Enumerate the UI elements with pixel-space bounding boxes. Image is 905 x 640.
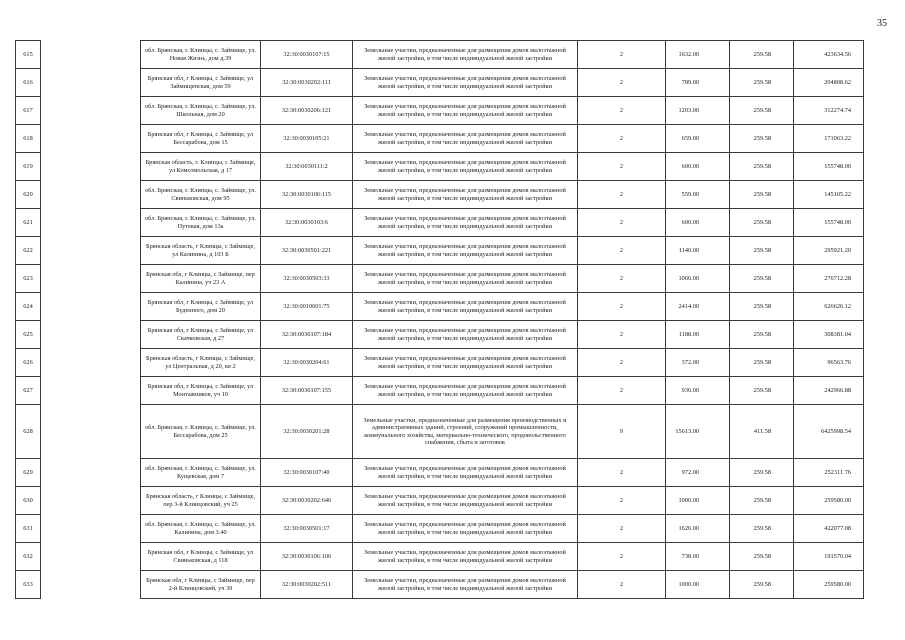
land-use-description-cell: Земельные участки, предназначенные для размещения домов малоэтажной жилой застройки, в том числе индивидуальной жилой застройки (353, 571, 578, 599)
category-cell: 2 (578, 321, 666, 349)
row-number: 629 (16, 459, 41, 487)
area-cell: 372.00 (666, 349, 730, 377)
area-cell: 1140.00 (666, 237, 730, 265)
blank-cell (41, 125, 141, 153)
row-number: 620 (16, 181, 41, 209)
area-cell: 15613.00 (666, 405, 730, 459)
price-cell: 259.58 (730, 69, 794, 97)
total-value-cell: 423634.56 (794, 41, 864, 69)
address-cell: Брянская область, г Клинцы, с Займище, пер 3-й Клинцовский, уч 25 (141, 487, 261, 515)
land-table-container (15, 40, 863, 599)
table-row (16, 377, 864, 405)
category-cell: 2 (578, 69, 666, 97)
table-body (16, 41, 864, 599)
cadastral-number-cell: 32:30:0030202:646 (261, 487, 353, 515)
total-value-cell: 308381.04 (794, 321, 864, 349)
total-value-cell: 155748.00 (794, 153, 864, 181)
category-cell: 2 (578, 515, 666, 543)
cadastral-number-cell: 32:30:0030103:6 (261, 209, 353, 237)
total-value-cell: 422077.08 (794, 515, 864, 543)
total-value-cell: 259580.00 (794, 571, 864, 599)
price-cell: 411.58 (730, 405, 794, 459)
row-number: 618 (16, 125, 41, 153)
cadastral-number-cell: 32:30:0030107:155 (261, 377, 353, 405)
table-row (16, 487, 864, 515)
table-row (16, 405, 864, 459)
price-cell: 259.58 (730, 209, 794, 237)
blank-cell (41, 153, 141, 181)
total-value-cell: 96563.76 (794, 349, 864, 377)
area-cell: 659.00 (666, 125, 730, 153)
total-value-cell: 312274.74 (794, 97, 864, 125)
row-number: 624 (16, 293, 41, 321)
blank-cell (41, 181, 141, 209)
land-use-description-cell: Земельные участки, предназначенные для размещения домов малоэтажной жилой застройки, в том числе индивидуальной жилой застройки (353, 487, 578, 515)
cadastral-number-cell: 32:30:0030501:17 (261, 515, 353, 543)
category-cell: 9 (578, 405, 666, 459)
land-use-description-cell: Земельные участки, предназначенные для размещения домов малоэтажной жилой застройки, в том числе индивидуальной жилой застройки (353, 209, 578, 237)
area-cell: 600.00 (666, 209, 730, 237)
land-use-description-cell: Земельные участки, предназначенные для размещения домов малоэтажной жилой застройки, в том числе индивидуальной жилой застройки (353, 321, 578, 349)
area-cell: 789.00 (666, 69, 730, 97)
cadastral-number-cell: 32:30:0030202:511 (261, 571, 353, 599)
area-cell: 1188.00 (666, 321, 730, 349)
address-cell: Брянская обл, г Клинцы, с Займище, ул Буденного, дом 20 (141, 293, 261, 321)
cadastral-number-cell: 32:30:0030111:2 (261, 153, 353, 181)
price-cell: 259.58 (730, 181, 794, 209)
area-cell: 1203.00 (666, 97, 730, 125)
address-cell: Брянская обл, г Клинцы, с Займище, ул Скачковская, д 27 (141, 321, 261, 349)
row-number: 631 (16, 515, 41, 543)
cadastral-number-cell: 32:30:0030107:40 (261, 459, 353, 487)
total-value-cell: 155748.00 (794, 209, 864, 237)
cadastral-number-cell: 32:30:0030106:106 (261, 543, 353, 571)
land-use-description-cell: Земельные участки, предназначенные для размещения домов малоэтажной жилой застройки, в том числе индивидуальной жилой застройки (353, 349, 578, 377)
table-row (16, 265, 864, 293)
total-value-cell: 626626.12 (794, 293, 864, 321)
table-row (16, 209, 864, 237)
blank-cell (41, 543, 141, 571)
price-cell: 259.58 (730, 543, 794, 571)
land-use-description-cell: Земельные участки, предназначенные для размещения домов малоэтажной жилой застройки, в том числе индивидуальной жилой застройки (353, 153, 578, 181)
area-cell: 1000.00 (666, 571, 730, 599)
row-number: 621 (16, 209, 41, 237)
table-row (16, 515, 864, 543)
area-cell: 1066.00 (666, 265, 730, 293)
address-cell: обл. Брянская, г. Клинцы, с. Займище, ул. Кущевская, дом 7 (141, 459, 261, 487)
land-use-description-cell: Земельные участки, предназначенные для размещения домов малоэтажной жилой застройки, в том числе индивидуальной жилой застройки (353, 97, 578, 125)
table-row (16, 459, 864, 487)
category-cell: 2 (578, 97, 666, 125)
row-number: 633 (16, 571, 41, 599)
area-cell: 1626.00 (666, 515, 730, 543)
land-plots-table (15, 40, 864, 599)
row-number: 615 (16, 41, 41, 69)
address-cell: Брянская область, г Клинцы, с Займище, ул Калинина, д 103 Б (141, 237, 261, 265)
cadastral-number-cell: 32:30:0010601:75 (261, 293, 353, 321)
table-row (16, 237, 864, 265)
category-cell: 2 (578, 209, 666, 237)
category-cell: 2 (578, 41, 666, 69)
total-value-cell: 171063.22 (794, 125, 864, 153)
cadastral-number-cell: 32:30:0030503:33 (261, 265, 353, 293)
address-cell: Брянская обл, г Клинцы, с Займище, ул Займищенская, дом 59 (141, 69, 261, 97)
address-cell: обл. Брянская, г. Клинцы, с. Займище, ул. Новая Жизнь, дом д.39 (141, 41, 261, 69)
cadastral-number-cell: 32:30:0030206:121 (261, 97, 353, 125)
cadastral-number-cell: 32:30:0030107:15 (261, 41, 353, 69)
price-cell: 259.58 (730, 265, 794, 293)
price-cell: 259.58 (730, 41, 794, 69)
land-use-description-cell: Земельные участки, предназначенные для размещения домов малоэтажной жилой застройки, в том числе индивидуальной жилой застройки (353, 377, 578, 405)
total-value-cell: 145105.22 (794, 181, 864, 209)
category-cell: 2 (578, 349, 666, 377)
table-row (16, 181, 864, 209)
total-value-cell: 242966.88 (794, 377, 864, 405)
cadastral-number-cell: 32:30:0030106:115 (261, 181, 353, 209)
total-value-cell: 295921.20 (794, 237, 864, 265)
blank-cell (41, 97, 141, 125)
row-number: 622 (16, 237, 41, 265)
total-value-cell: 252311.76 (794, 459, 864, 487)
table-row (16, 543, 864, 571)
land-use-description-cell: Земельные участки, предназначенные для размещения домов малоэтажной жилой застройки, в том числе индивидуальной жилой застройки (353, 41, 578, 69)
total-value-cell: 204808.62 (794, 69, 864, 97)
row-number: 627 (16, 377, 41, 405)
row-number: 619 (16, 153, 41, 181)
category-cell: 2 (578, 377, 666, 405)
cadastral-number-cell: 32:30:0030501:221 (261, 237, 353, 265)
price-cell: 259.58 (730, 237, 794, 265)
area-cell: 972.00 (666, 459, 730, 487)
address-cell: обл. Брянская, г. Клинцы, с. Займище, ул. Путевая, дом 13а (141, 209, 261, 237)
page-number: 35 (877, 18, 887, 29)
land-use-description-cell: Земельные участки, предназначенные для размещения домов малоэтажной жилой застройки, в том числе индивидуальной жилой застройки (353, 293, 578, 321)
address-cell: Брянская область, г Клинцы, с Займище, ул Центральная, д 20, кв 2 (141, 349, 261, 377)
table-row (16, 293, 864, 321)
total-value-cell: 259580.00 (794, 487, 864, 515)
blank-cell (41, 487, 141, 515)
table-row (16, 41, 864, 69)
category-cell: 2 (578, 237, 666, 265)
category-cell: 2 (578, 543, 666, 571)
area-cell: 559.00 (666, 181, 730, 209)
table-row (16, 349, 864, 377)
blank-cell (41, 349, 141, 377)
area-cell: 1000.00 (666, 487, 730, 515)
table-row (16, 571, 864, 599)
price-cell: 259.58 (730, 459, 794, 487)
price-cell: 259.58 (730, 349, 794, 377)
blank-cell (41, 571, 141, 599)
blank-cell (41, 321, 141, 349)
total-value-cell: 191570.04 (794, 543, 864, 571)
blank-cell (41, 237, 141, 265)
blank-cell (41, 377, 141, 405)
table-row (16, 97, 864, 125)
blank-cell (41, 405, 141, 459)
category-cell: 2 (578, 571, 666, 599)
table-row (16, 153, 864, 181)
area-cell: 2414.00 (666, 293, 730, 321)
land-use-description-cell: Земельные участки, предназначенные для размещения домов малоэтажной жилой застройки, в том числе индивидуальной жилой застройки (353, 265, 578, 293)
blank-cell (41, 209, 141, 237)
address-cell: Брянская область, г. Клинцы, с Займище, ул Комсомольская, д 17 (141, 153, 261, 181)
blank-cell (41, 515, 141, 543)
category-cell: 2 (578, 181, 666, 209)
category-cell: 2 (578, 153, 666, 181)
price-cell: 259.58 (730, 571, 794, 599)
cadastral-number-cell: 32:30:0030107:184 (261, 321, 353, 349)
area-cell: 600.00 (666, 153, 730, 181)
land-use-description-cell: Земельные участки, предназначенные для размещения домов малоэтажной жилой застройки, в том числе индивидуальной жилой застройки (353, 515, 578, 543)
address-cell: Брянская обл, г Клинцы, с Займище, ул Монтажников, уч 10 (141, 377, 261, 405)
address-cell: обл. Брянская, г. Клинцы, с. Займище, ул. Школьная, дом 20 (141, 97, 261, 125)
price-cell: 259.58 (730, 321, 794, 349)
address-cell: Брянская обл, г Клинцы, с Займище, пер 2-й Клинцовский, уч 39 (141, 571, 261, 599)
area-cell: 936.00 (666, 377, 730, 405)
blank-cell (41, 459, 141, 487)
total-value-cell: 276712.28 (794, 265, 864, 293)
land-use-description-cell: Земельные участки, предназначенные для размещения домов малоэтажной жилой застройки, в том числе индивидуальной жилой застройки (353, 459, 578, 487)
address-cell: Брянская обл, г Клинцы, с Займище, пер Калинина, уч 23 А (141, 265, 261, 293)
address-cell: Брянская обл, г Клинцы, с Займище, ул Бессарабова, дом 15 (141, 125, 261, 153)
land-use-description-cell: Земельные участки, предназначенные для размещения производственных и административных зданий, строений, сооружений промышленности, коммунального хозяйства, материально-технического, продовольственного снабжения, сбыта и заготовок (353, 405, 578, 459)
area-cell: 1632.00 (666, 41, 730, 69)
land-use-description-cell: Земельные участки, предназначенные для размещения домов малоэтажной жилой застройки, в том числе индивидуальной жилой застройки (353, 125, 578, 153)
category-cell: 2 (578, 125, 666, 153)
price-cell: 259.58 (730, 97, 794, 125)
category-cell: 2 (578, 459, 666, 487)
address-cell: обл. Брянская, г. Клинцы, с. Займище, ул. Калинина, дом 3.40 (141, 515, 261, 543)
row-number: 625 (16, 321, 41, 349)
category-cell: 2 (578, 265, 666, 293)
blank-cell (41, 41, 141, 69)
row-number: 623 (16, 265, 41, 293)
cadastral-number-cell: 32:30:0030204:61 (261, 349, 353, 377)
price-cell: 259.58 (730, 293, 794, 321)
price-cell: 259.58 (730, 153, 794, 181)
table-row (16, 321, 864, 349)
total-value-cell: 6425998.54 (794, 405, 864, 459)
category-cell: 2 (578, 293, 666, 321)
price-cell: 259.58 (730, 515, 794, 543)
row-number: 616 (16, 69, 41, 97)
address-cell: обл. Брянская, г. Клинцы, с. Займище, ул. Свиньковская, дом 95 (141, 181, 261, 209)
row-number: 630 (16, 487, 41, 515)
area-cell: 738.00 (666, 543, 730, 571)
category-cell: 2 (578, 487, 666, 515)
cadastral-number-cell: 32:30:0030201:28 (261, 405, 353, 459)
cadastral-number-cell: 32:30:0030105:21 (261, 125, 353, 153)
blank-cell (41, 293, 141, 321)
land-use-description-cell: Земельные участки, предназначенные для размещения домов малоэтажной жилой застройки, в том числе индивидуальной жилой застройки (353, 543, 578, 571)
blank-cell (41, 69, 141, 97)
table-row (16, 69, 864, 97)
cadastral-number-cell: 32:30:0030202:111 (261, 69, 353, 97)
blank-cell (41, 265, 141, 293)
row-number: 628 (16, 405, 41, 459)
land-use-description-cell: Земельные участки, предназначенные для размещения домов малоэтажной жилой застройки, в том числе индивидуальной жилой застройки (353, 237, 578, 265)
address-cell: обл. Брянская, г. Клинцы, с. Займище, ул. Бессарабова, дом 25 (141, 405, 261, 459)
land-use-description-cell: Земельные участки, предназначенные для размещения домов малоэтажной жилой застройки, в том числе индивидуальной жилой застройки (353, 69, 578, 97)
price-cell: 259.58 (730, 377, 794, 405)
row-number: 617 (16, 97, 41, 125)
address-cell: Брянская обл, г Клинцы, с Займище, ул Свиньковская, д 118 (141, 543, 261, 571)
land-use-description-cell: Земельные участки, предназначенные для размещения домов малоэтажной жилой застройки, в том числе индивидуальной жилой застройки (353, 181, 578, 209)
row-number: 632 (16, 543, 41, 571)
table-row (16, 125, 864, 153)
price-cell: 259.58 (730, 125, 794, 153)
price-cell: 259.58 (730, 487, 794, 515)
row-number: 626 (16, 349, 41, 377)
